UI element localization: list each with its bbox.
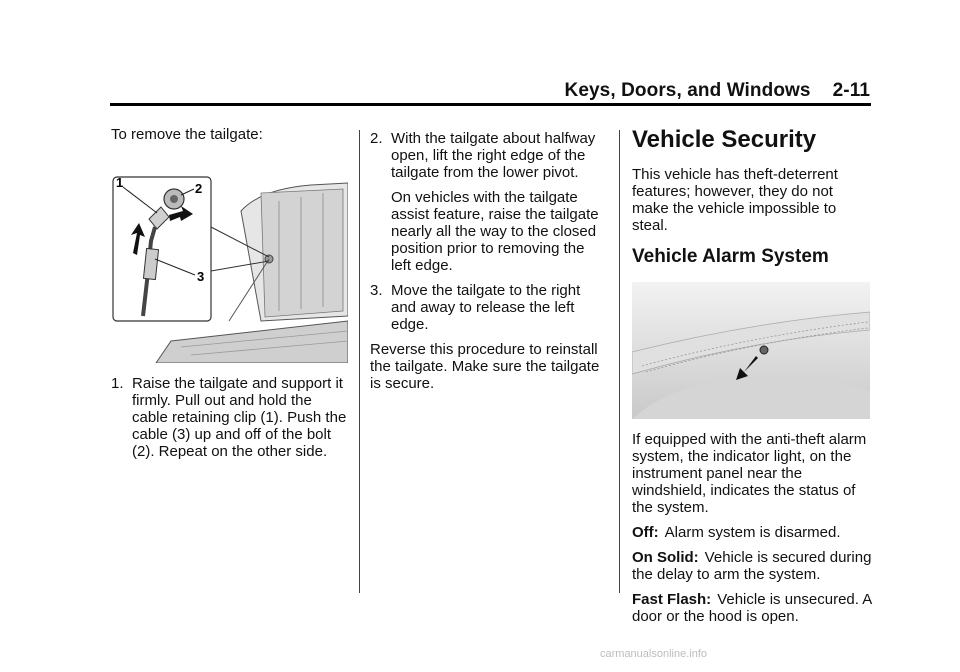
step-3-number: 3.	[370, 282, 383, 299]
step-3-text: Move the tailgate to the right and away to release the left edge.	[391, 282, 581, 333]
column-divider-1	[359, 130, 360, 593]
status-on-solid	[632, 549, 872, 583]
status-on-solid-term: On Solid:	[632, 549, 699, 566]
step-2-number: 2.	[370, 130, 383, 147]
callout-1: 1	[116, 175, 124, 190]
step-1-number: 1.	[111, 375, 124, 392]
status-on-solid-text: Vehicle is secured during the delay to arm the system.	[632, 549, 872, 583]
header-rule	[110, 103, 871, 106]
alarm-description: If equipped with the anti-theft alarm system, the indicator light, on the instrument panel near the windshield, indicates the status of the system.	[632, 431, 867, 516]
column-3	[632, 126, 872, 633]
page-number: 2-11	[832, 80, 870, 101]
column-2	[370, 130, 608, 400]
step-3	[370, 282, 608, 333]
step-2-text: With the tailgate about halfway open, lift the right edge of the tailgate from the lower pivot.	[391, 130, 596, 181]
column-1	[111, 126, 351, 468]
status-fast-flash-text: Vehicle is unsecured. A door or the hood is open.	[632, 591, 872, 625]
vehicle-security-heading: Vehicle Security	[632, 126, 817, 153]
status-fast-flash	[632, 591, 872, 625]
removal-intro: To remove the tailgate:	[111, 126, 263, 143]
column-divider-2	[619, 130, 620, 593]
callout-3: 3	[197, 269, 205, 284]
tailgate-cable-illustration	[111, 171, 348, 363]
step-2	[370, 130, 608, 181]
page-header	[560, 80, 870, 102]
step-1	[111, 375, 351, 460]
status-off-term: Off:	[632, 524, 659, 541]
status-off	[632, 524, 872, 541]
step-1-text: Raise the tailgate and support it firmly. Pull out and hold the cable retaining clip (1). Push the cable (3) up and off of the bolt (2). Repeat on the other side.	[132, 375, 347, 460]
section-title: Keys, Doors, and Windows	[564, 80, 811, 101]
dashboard-indicator-illustration	[632, 282, 870, 419]
callout-2: 2	[195, 181, 203, 196]
alarm-system-heading: Vehicle Alarm System	[632, 246, 829, 267]
status-fast-flash-term: Fast Flash:	[632, 591, 712, 608]
reinstall-note: Reverse this procedure to reinstall the tailgate. Make sure the tailgate is secure.	[370, 341, 600, 392]
step-2-note: On vehicles with the tailgate assist feature, raise the tailgate nearly all the way to the closed position prior to removing the left edge.	[391, 189, 599, 274]
security-intro: This vehicle has theft-deterrent features; however, they do not make the vehicle impossible to steal.	[632, 166, 838, 234]
watermark-footer: carmanualsonline.info	[600, 648, 708, 660]
status-off-text: Alarm system is disarmed.	[664, 524, 841, 541]
